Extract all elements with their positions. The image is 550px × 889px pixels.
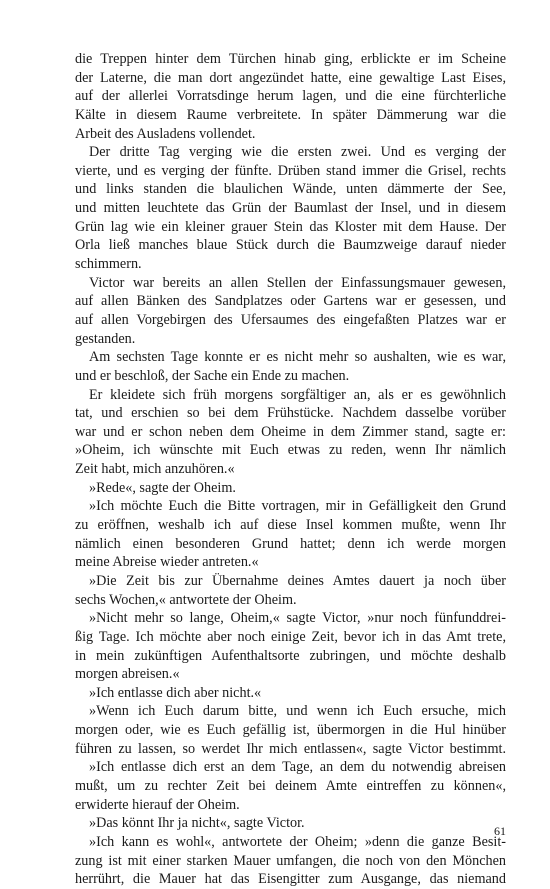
text-line: schimmern.: [75, 256, 142, 273]
text-line: sechs Wochen,« antwortete der Oheim.: [75, 591, 297, 608]
text-line: erwiderte hierauf der Oheim.: [75, 796, 240, 813]
text-line: »Ich möchte Euch die Bitte vortragen, mir in Gefälligkeit den Grund: [89, 498, 506, 515]
text-line: Grün lag wie ein kleiner grauer Stein das Kloster mit dem Hause. Der: [75, 218, 506, 235]
text-line: herrührt, die Mauer hat das Eisengitter zum Ausgange, das niemand: [75, 871, 506, 888]
text-line: Victor war bereits an allen Stellen der Einfassungsmauer gewesen,: [89, 274, 506, 291]
text-line: war und er schon neben dem Oheime in dem Zimmer stand, sagte er:: [75, 423, 506, 440]
text-line: der Laterne, die man dort angezündet hatte, eine gewaltige Last Eises,: [75, 69, 506, 86]
text-line: »Wenn ich Euch darum bitte, und wenn ich Euch ersuche, mich: [89, 703, 506, 720]
text-line: und mitten leuchtete das Grün der Baumlast der Insel, und in diesem: [75, 200, 506, 217]
text-line: tat, und erschien so bei dem Frühstücke. Nachdem dasselbe vorüber: [75, 405, 506, 422]
text-line: Der dritte Tag verging wie die ersten zwei. Und es verging der: [89, 144, 506, 161]
text-line: ßig Tage. Ich möchte aber noch einige Zeit, bevor ich in das Amt trete,: [75, 628, 506, 645]
text-line: morgen abreisen.«: [75, 666, 180, 683]
text-line: Zeit habt, mich anzuhören.«: [75, 461, 235, 478]
text-line: zung ist mit einer starken Mauer umfangen, die noch von den Mönchen: [75, 852, 506, 869]
text-line: vierte, und es verging der fünfte. Drüben stand immer die Grisel, rechts: [75, 162, 506, 179]
text-line: »Ich entlasse dich aber nicht.«: [89, 684, 262, 701]
page-number: 61: [494, 824, 506, 838]
text-line: zu eröffnen, weshalb ich auf diese Insel kommen mußte, wenn Ihr: [75, 517, 506, 534]
text-line: »Ich entlasse dich erst an dem Tage, an dem du notwendig abreisen: [89, 759, 506, 776]
body-text: [75, 50, 506, 889]
text-line: »Die Zeit bis zur Übernahme deines Amtes dauert ja noch über: [89, 572, 506, 589]
text-line: Arbeit des Ausladens vollendet.: [75, 125, 256, 142]
text-line: auf der allerlei Vorratsdinge herum lagen, und die eine fürchterliche: [75, 88, 506, 105]
text-line: meine Abreise wieder antreten.«: [75, 554, 259, 571]
text-line: die Treppen hinter dem Türchen hinab ging, erblickte er im Scheine: [75, 51, 506, 67]
text-line: »Rede«, sagte der Oheim.: [89, 479, 236, 496]
text-line: »Das könnt Ihr ja nicht«, sagte Victor.: [89, 815, 305, 832]
text-line: in mein zukünftigen Aufenthaltsorte zubringen, und möchte deshalb: [75, 647, 506, 664]
text-line: »Nicht mehr so lange, Oheim,« sagte Victor, »nur noch fünfunddrei-: [89, 610, 506, 627]
text-line: »Oheim, ich wünschte mit Euch etwas zu reden, wenn Ihr nämlich: [75, 442, 506, 459]
text-line: Orla ließ manches blaue Stück durch die Baumzweige darauf nieder: [75, 237, 506, 254]
text-line: führen zu lassen, so werdet Ihr mich entlassen«, sagte Victor bestimmt.: [75, 740, 506, 757]
text-line: Am sechsten Tage konnte er es nicht mehr so aushalten, wie es war,: [89, 349, 506, 366]
text-line: Er kleidete sich früh morgens sorgfältiger an, als er es gewöhnlich: [89, 386, 506, 403]
text-line: morgen oder, wie es Euch gefällig ist, übermorgen in die Hul hinüber: [75, 722, 506, 739]
text-line: mußt, um zu rechter Zeit bei deinem Amte eintreffen zu können«,: [75, 777, 506, 794]
text-line: Kälte in diesem Raume verbreitete. In später Dämmerung war die: [75, 106, 506, 123]
text-line: auf allen Vorgebirgen des Ufersaumes des eingefaßten Platzes war er: [75, 311, 506, 328]
text-line: gestanden.: [75, 330, 136, 347]
text-line: und links standen die blaulichen Wände, unten dämmerte der See,: [75, 181, 506, 198]
text-line: auf allen Bänken des Sandplatzes oder Gartens war er gesessen, und: [75, 293, 506, 310]
text-line: »Ich kann es wohl«, antwortete der Oheim; »denn die ganze Besit-: [89, 833, 506, 850]
text-line: nämlich einen besonderen Grund hattet; denn ich werde morgen: [75, 535, 506, 552]
text-line: und er beschloß, der Sache ein Ende zu machen.: [75, 367, 350, 384]
